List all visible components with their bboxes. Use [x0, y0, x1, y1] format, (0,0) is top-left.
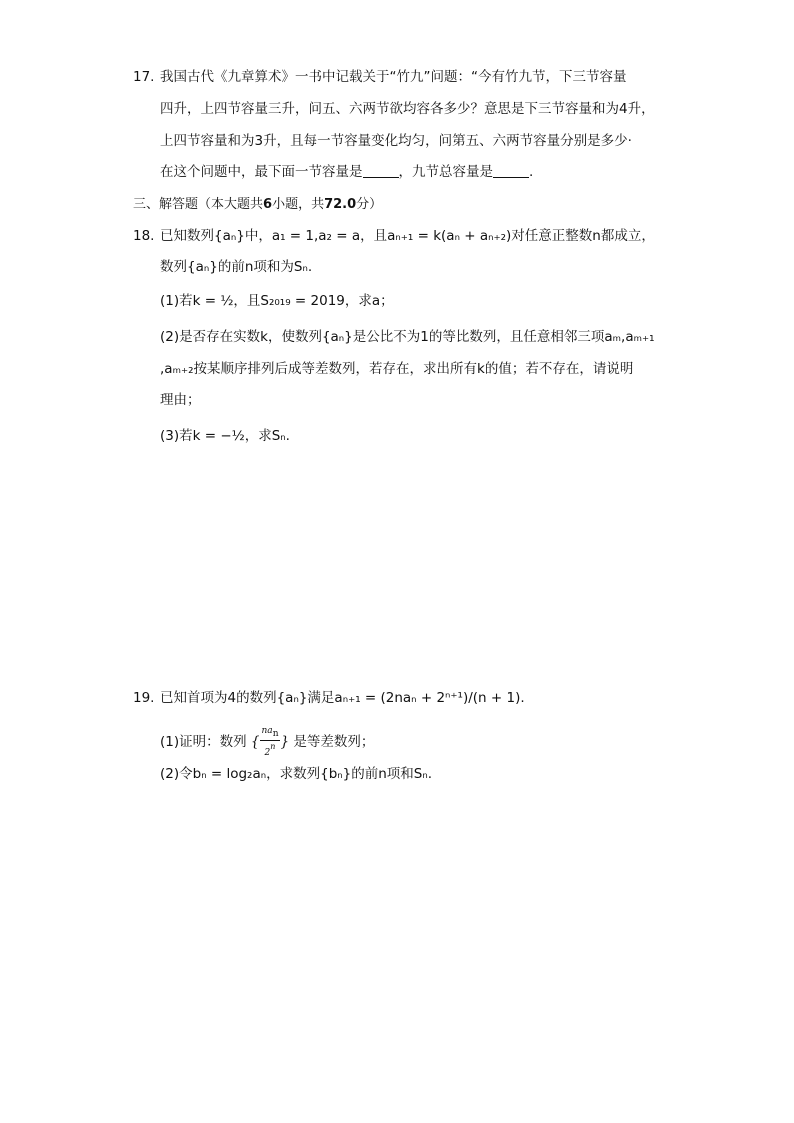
sub-question-1: (1)若k = ½，且S₂₀₁₉ = 2019，求a；: [160, 293, 394, 309]
question-number: 19.: [133, 690, 155, 706]
question-text: 我国古代《九章算术》一书中记载关于“竹九”问题：“今有竹九节，下三节容量: [160, 69, 627, 85]
question-text: 数列{aₙ}的前n项和为Sₙ.: [160, 259, 313, 275]
question-number: 18.: [133, 228, 155, 244]
sub-question-1: (1)证明：数列 { $\frac{\text{nan}}{2n}$ } 是等差数列；: [160, 726, 375, 758]
sequence-fraction: { $\frac{\text{nan}}{2n}$ }: [250, 726, 290, 758]
question-number: 17.: [133, 69, 155, 85]
answer-blank: [493, 163, 529, 178]
question-text: 四升，上四节容量三升，问五、六两节欲均容各多少？意思是下三节容量和为4升，: [160, 101, 655, 117]
section-heading: 三、解答题（本大题共6小题，共72.0分）: [133, 197, 383, 212]
sub-question-3: (3)若k = −½，求Sₙ.: [160, 428, 290, 444]
question-text: 已知数列{aₙ}中，a₁ = 1,a₂ = a，且aₙ₊₁ = k(aₙ + aₙ₊₂)对任意正整数n都成立，: [160, 228, 655, 244]
sub-question-2-cont: ,aₘ₊₂按某顺序排列后成等差数列，若存在，求出所有k的值；若不存在，请说明: [160, 361, 634, 377]
sub-question-2-cont: 理由；: [160, 392, 201, 408]
sub-question-2: (2)是否存在实数k，使数列{aₙ}是公比不为1的等比数列，且任意相邻三项aₘ,aₘ₊₁: [160, 329, 655, 345]
answer-blank: [363, 163, 399, 178]
question-text: 已知首项为4的数列{aₙ}满足aₙ₊₁ = (2naₙ + 2ⁿ⁺¹)/(n + 1).: [160, 690, 525, 706]
question-text: 在这个问题中，最下面一节容量是 ，九节总容量是 .: [160, 164, 534, 180]
question-text: 上四节容量和为3升，且每一节容量变化均匀，问第五、六两节容量分别是多少·: [160, 133, 632, 149]
sub-question-2: (2)令bₙ = log₂aₙ，求数列{bₙ}的前n项和Sₙ.: [160, 766, 433, 782]
